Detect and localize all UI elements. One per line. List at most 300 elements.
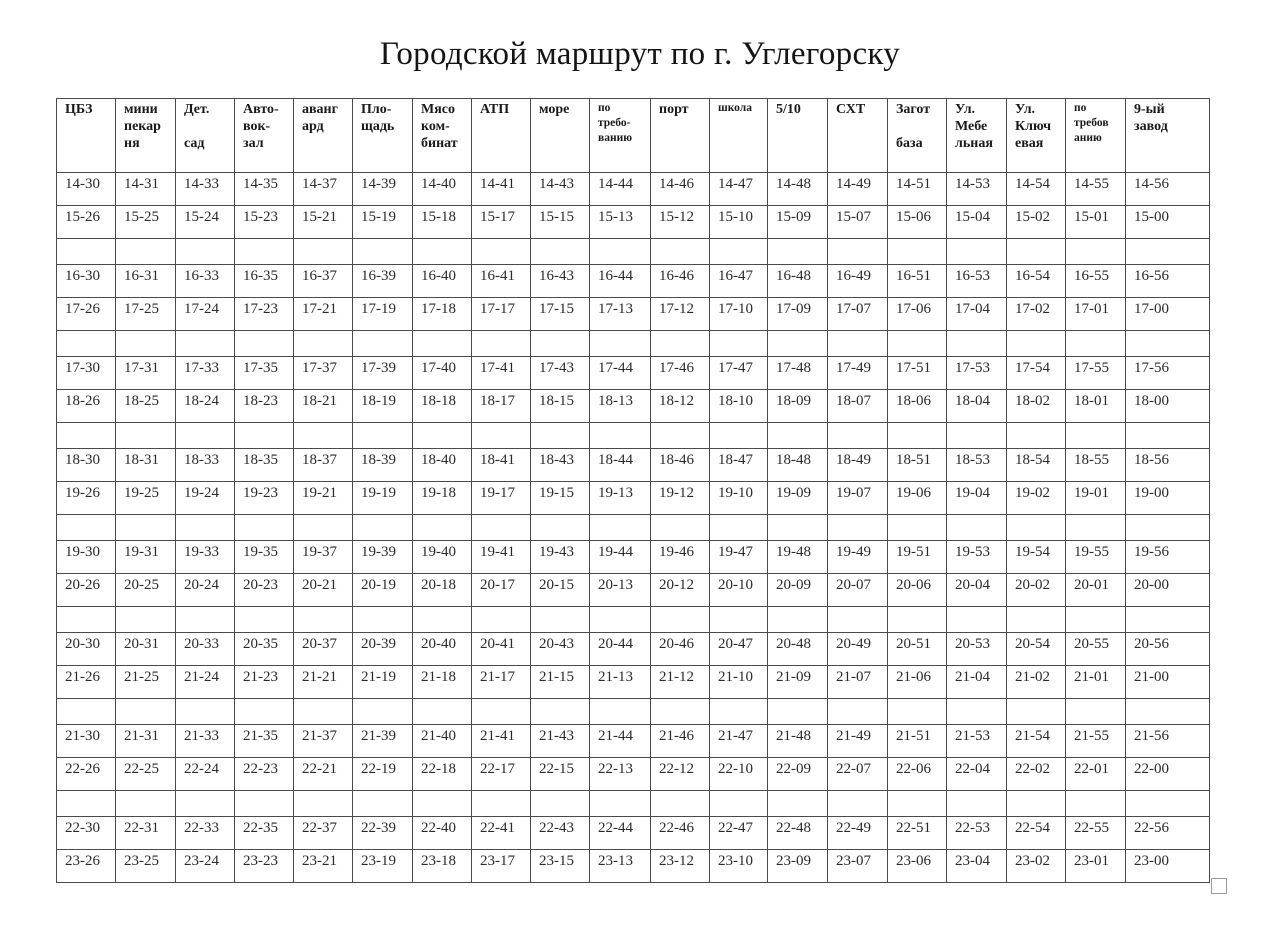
empty-cell xyxy=(947,239,1007,265)
column-header-label: Загот база xyxy=(896,102,931,151)
time-cell: 20-19 xyxy=(353,574,413,607)
empty-cell xyxy=(947,791,1007,817)
time-cell: 19-00 xyxy=(1126,482,1210,515)
time-cell: 17-39 xyxy=(353,357,413,390)
time-cell: 22-51 xyxy=(888,817,947,850)
time-cell: 19-37 xyxy=(294,541,353,574)
table-row xyxy=(57,666,1210,699)
empty-cell xyxy=(828,607,888,633)
time-cell: 22-44 xyxy=(590,817,651,850)
time-cell: 20-47 xyxy=(710,633,768,666)
time-cell: 16-54 xyxy=(1007,265,1066,298)
empty-cell xyxy=(57,331,116,357)
time-cell: 18-24 xyxy=(176,390,235,423)
time-cell: 16-35 xyxy=(235,265,294,298)
time-cell: 18-40 xyxy=(413,449,472,482)
time-cell: 18-26 xyxy=(57,390,116,423)
empty-cell xyxy=(413,239,472,265)
empty-cell xyxy=(294,699,353,725)
empty-cell xyxy=(1126,791,1210,817)
time-cell: 20-09 xyxy=(768,574,828,607)
empty-cell xyxy=(1126,607,1210,633)
empty-cell xyxy=(768,239,828,265)
time-cell: 18-07 xyxy=(828,390,888,423)
time-cell: 18-23 xyxy=(235,390,294,423)
timetable xyxy=(56,98,1210,883)
time-cell: 23-17 xyxy=(472,850,531,883)
time-cell: 22-39 xyxy=(353,817,413,850)
time-cell: 15-04 xyxy=(947,206,1007,239)
empty-cell xyxy=(235,791,294,817)
time-cell: 22-21 xyxy=(294,758,353,791)
column-header-label: СХТ xyxy=(836,102,866,117)
time-cell: 21-53 xyxy=(947,725,1007,758)
empty-cell xyxy=(590,331,651,357)
time-cell: 16-31 xyxy=(116,265,176,298)
column-header xyxy=(590,99,651,173)
time-cell: 19-31 xyxy=(116,541,176,574)
time-cell: 20-41 xyxy=(472,633,531,666)
time-cell: 17-07 xyxy=(828,298,888,331)
empty-cell xyxy=(472,791,531,817)
column-header xyxy=(947,99,1007,173)
time-cell: 22-41 xyxy=(472,817,531,850)
empty-cell xyxy=(947,423,1007,449)
time-cell: 20-15 xyxy=(531,574,590,607)
empty-cell xyxy=(651,423,710,449)
empty-cell xyxy=(294,331,353,357)
empty-cell xyxy=(651,331,710,357)
time-cell: 23-19 xyxy=(353,850,413,883)
time-cell: 21-18 xyxy=(413,666,472,699)
time-cell: 21-19 xyxy=(353,666,413,699)
column-header-label: 9-ый завод xyxy=(1134,102,1168,134)
empty-cell xyxy=(710,515,768,541)
time-cell: 17-51 xyxy=(888,357,947,390)
time-cell: 18-25 xyxy=(116,390,176,423)
column-header xyxy=(235,99,294,173)
time-cell: 17-18 xyxy=(413,298,472,331)
time-cell: 20-49 xyxy=(828,633,888,666)
time-cell: 19-04 xyxy=(947,482,1007,515)
time-cell: 23-15 xyxy=(531,850,590,883)
time-cell: 20-44 xyxy=(590,633,651,666)
empty-cell xyxy=(828,515,888,541)
time-cell: 23-02 xyxy=(1007,850,1066,883)
time-cell: 19-21 xyxy=(294,482,353,515)
time-cell: 20-23 xyxy=(235,574,294,607)
empty-cell xyxy=(651,699,710,725)
empty-cell xyxy=(590,515,651,541)
time-cell: 14-56 xyxy=(1126,173,1210,206)
empty-cell xyxy=(768,791,828,817)
time-cell: 17-53 xyxy=(947,357,1007,390)
empty-cell xyxy=(1126,699,1210,725)
time-cell: 19-09 xyxy=(768,482,828,515)
spacer-row xyxy=(57,699,1210,725)
column-header xyxy=(828,99,888,173)
column-header-label: Авто- вок- зал xyxy=(243,102,279,151)
time-cell: 22-49 xyxy=(828,817,888,850)
time-cell: 22-07 xyxy=(828,758,888,791)
time-cell: 20-18 xyxy=(413,574,472,607)
time-cell: 18-44 xyxy=(590,449,651,482)
time-cell: 18-56 xyxy=(1126,449,1210,482)
time-cell: 15-17 xyxy=(472,206,531,239)
time-cell: 14-49 xyxy=(828,173,888,206)
time-cell: 14-37 xyxy=(294,173,353,206)
time-cell: 23-04 xyxy=(947,850,1007,883)
time-cell: 19-19 xyxy=(353,482,413,515)
empty-cell xyxy=(947,331,1007,357)
time-cell: 22-18 xyxy=(413,758,472,791)
column-header xyxy=(651,99,710,173)
time-cell: 22-31 xyxy=(116,817,176,850)
empty-cell xyxy=(176,515,235,541)
time-cell: 18-17 xyxy=(472,390,531,423)
time-cell: 19-13 xyxy=(590,482,651,515)
empty-cell xyxy=(353,239,413,265)
time-cell: 15-09 xyxy=(768,206,828,239)
time-cell: 21-02 xyxy=(1007,666,1066,699)
time-cell: 19-30 xyxy=(57,541,116,574)
empty-cell xyxy=(472,331,531,357)
empty-cell xyxy=(235,331,294,357)
empty-cell xyxy=(1007,423,1066,449)
time-cell: 22-10 xyxy=(710,758,768,791)
empty-cell xyxy=(828,331,888,357)
time-cell: 19-35 xyxy=(235,541,294,574)
empty-cell xyxy=(531,699,590,725)
empty-cell xyxy=(413,607,472,633)
time-cell: 20-54 xyxy=(1007,633,1066,666)
time-cell: 23-13 xyxy=(590,850,651,883)
time-cell: 18-04 xyxy=(947,390,1007,423)
time-cell: 21-35 xyxy=(235,725,294,758)
column-header xyxy=(1007,99,1066,173)
time-cell: 20-00 xyxy=(1126,574,1210,607)
time-cell: 15-01 xyxy=(1066,206,1126,239)
empty-cell xyxy=(176,331,235,357)
empty-cell xyxy=(947,699,1007,725)
time-cell: 20-40 xyxy=(413,633,472,666)
time-cell: 22-48 xyxy=(768,817,828,850)
empty-cell xyxy=(1066,699,1126,725)
time-cell: 23-24 xyxy=(176,850,235,883)
empty-cell xyxy=(57,699,116,725)
time-cell: 22-30 xyxy=(57,817,116,850)
time-cell: 20-24 xyxy=(176,574,235,607)
time-cell: 21-51 xyxy=(888,725,947,758)
time-cell: 20-33 xyxy=(176,633,235,666)
time-cell: 20-37 xyxy=(294,633,353,666)
time-cell: 14-53 xyxy=(947,173,1007,206)
table-row xyxy=(57,633,1210,666)
time-cell: 22-33 xyxy=(176,817,235,850)
time-cell: 23-21 xyxy=(294,850,353,883)
time-cell: 21-54 xyxy=(1007,725,1066,758)
time-cell: 21-37 xyxy=(294,725,353,758)
column-header-label: школа xyxy=(718,102,752,114)
time-cell: 20-26 xyxy=(57,574,116,607)
time-cell: 14-30 xyxy=(57,173,116,206)
time-cell: 15-24 xyxy=(176,206,235,239)
time-cell: 20-01 xyxy=(1066,574,1126,607)
time-cell: 18-31 xyxy=(116,449,176,482)
empty-cell xyxy=(828,699,888,725)
time-cell: 19-02 xyxy=(1007,482,1066,515)
empty-cell xyxy=(176,423,235,449)
time-cell: 22-56 xyxy=(1126,817,1210,850)
time-cell: 17-09 xyxy=(768,298,828,331)
time-cell: 21-49 xyxy=(828,725,888,758)
empty-cell xyxy=(947,607,1007,633)
time-cell: 20-35 xyxy=(235,633,294,666)
empty-cell xyxy=(1126,331,1210,357)
time-cell: 20-43 xyxy=(531,633,590,666)
time-cell: 17-04 xyxy=(947,298,1007,331)
time-cell: 19-46 xyxy=(651,541,710,574)
time-cell: 15-10 xyxy=(710,206,768,239)
time-cell: 17-06 xyxy=(888,298,947,331)
empty-cell xyxy=(531,607,590,633)
time-cell: 18-49 xyxy=(828,449,888,482)
empty-cell xyxy=(1007,607,1066,633)
time-cell: 17-17 xyxy=(472,298,531,331)
empty-cell xyxy=(1007,515,1066,541)
time-cell: 20-06 xyxy=(888,574,947,607)
time-cell: 19-10 xyxy=(710,482,768,515)
spacer-row xyxy=(57,331,1210,357)
time-cell: 15-13 xyxy=(590,206,651,239)
empty-cell xyxy=(353,607,413,633)
column-header xyxy=(472,99,531,173)
empty-cell xyxy=(1066,423,1126,449)
column-header xyxy=(888,99,947,173)
time-cell: 17-26 xyxy=(57,298,116,331)
empty-cell xyxy=(1126,423,1210,449)
table-row xyxy=(57,725,1210,758)
time-cell: 19-07 xyxy=(828,482,888,515)
time-cell: 22-19 xyxy=(353,758,413,791)
time-cell: 23-18 xyxy=(413,850,472,883)
time-cell: 18-48 xyxy=(768,449,828,482)
empty-cell xyxy=(531,239,590,265)
empty-cell xyxy=(1007,331,1066,357)
empty-cell xyxy=(116,239,176,265)
time-cell: 21-33 xyxy=(176,725,235,758)
time-cell: 15-19 xyxy=(353,206,413,239)
time-cell: 22-54 xyxy=(1007,817,1066,850)
time-cell: 23-10 xyxy=(710,850,768,883)
time-cell: 17-31 xyxy=(116,357,176,390)
empty-cell xyxy=(768,515,828,541)
time-cell: 21-10 xyxy=(710,666,768,699)
empty-cell xyxy=(1066,239,1126,265)
empty-cell xyxy=(235,607,294,633)
time-cell: 20-31 xyxy=(116,633,176,666)
time-cell: 21-23 xyxy=(235,666,294,699)
empty-cell xyxy=(1066,791,1126,817)
time-cell: 21-09 xyxy=(768,666,828,699)
empty-cell xyxy=(472,239,531,265)
empty-cell xyxy=(294,515,353,541)
time-cell: 18-21 xyxy=(294,390,353,423)
time-cell: 22-40 xyxy=(413,817,472,850)
time-cell: 17-37 xyxy=(294,357,353,390)
time-cell: 14-54 xyxy=(1007,173,1066,206)
time-cell: 17-19 xyxy=(353,298,413,331)
time-cell: 19-33 xyxy=(176,541,235,574)
time-cell: 20-25 xyxy=(116,574,176,607)
time-cell: 21-07 xyxy=(828,666,888,699)
empty-cell xyxy=(413,515,472,541)
spacer-row xyxy=(57,423,1210,449)
empty-cell xyxy=(888,607,947,633)
empty-cell xyxy=(472,515,531,541)
time-cell: 17-01 xyxy=(1066,298,1126,331)
time-cell: 14-48 xyxy=(768,173,828,206)
time-cell: 22-04 xyxy=(947,758,1007,791)
empty-cell xyxy=(235,699,294,725)
empty-cell xyxy=(116,423,176,449)
column-header xyxy=(57,99,116,173)
time-cell: 17-23 xyxy=(235,298,294,331)
time-cell: 20-04 xyxy=(947,574,1007,607)
time-cell: 15-06 xyxy=(888,206,947,239)
spacer-row xyxy=(57,607,1210,633)
time-cell: 18-09 xyxy=(768,390,828,423)
time-cell: 17-43 xyxy=(531,357,590,390)
time-cell: 18-15 xyxy=(531,390,590,423)
empty-cell xyxy=(828,423,888,449)
time-cell: 20-56 xyxy=(1126,633,1210,666)
time-cell: 18-13 xyxy=(590,390,651,423)
column-header-label: по требо- ванию xyxy=(598,102,633,144)
empty-cell xyxy=(294,791,353,817)
empty-cell xyxy=(353,423,413,449)
time-cell: 15-02 xyxy=(1007,206,1066,239)
timetable-header xyxy=(57,99,1210,173)
time-cell: 17-30 xyxy=(57,357,116,390)
time-cell: 21-15 xyxy=(531,666,590,699)
empty-cell xyxy=(176,699,235,725)
time-cell: 19-47 xyxy=(710,541,768,574)
column-header xyxy=(116,99,176,173)
table-row xyxy=(57,357,1210,390)
time-cell: 14-39 xyxy=(353,173,413,206)
time-cell: 16-53 xyxy=(947,265,1007,298)
time-cell: 18-18 xyxy=(413,390,472,423)
time-cell: 18-35 xyxy=(235,449,294,482)
column-header-label: море xyxy=(539,102,570,117)
time-cell: 18-47 xyxy=(710,449,768,482)
empty-cell xyxy=(353,331,413,357)
time-cell: 21-04 xyxy=(947,666,1007,699)
empty-cell xyxy=(710,607,768,633)
time-cell: 18-06 xyxy=(888,390,947,423)
time-cell: 21-48 xyxy=(768,725,828,758)
column-header xyxy=(413,99,472,173)
time-cell: 22-23 xyxy=(235,758,294,791)
time-cell: 20-53 xyxy=(947,633,1007,666)
time-cell: 14-40 xyxy=(413,173,472,206)
time-cell: 16-51 xyxy=(888,265,947,298)
time-cell: 21-21 xyxy=(294,666,353,699)
empty-cell xyxy=(531,423,590,449)
time-cell: 19-49 xyxy=(828,541,888,574)
spacer-row xyxy=(57,239,1210,265)
time-cell: 17-10 xyxy=(710,298,768,331)
column-header xyxy=(176,99,235,173)
empty-cell xyxy=(116,331,176,357)
time-cell: 17-12 xyxy=(651,298,710,331)
time-cell: 18-10 xyxy=(710,390,768,423)
empty-cell xyxy=(888,423,947,449)
time-cell: 17-56 xyxy=(1126,357,1210,390)
time-cell: 14-44 xyxy=(590,173,651,206)
time-cell: 17-24 xyxy=(176,298,235,331)
time-cell: 16-49 xyxy=(828,265,888,298)
time-cell: 19-17 xyxy=(472,482,531,515)
column-header-label: порт xyxy=(659,102,689,117)
empty-cell xyxy=(57,423,116,449)
empty-cell xyxy=(1007,239,1066,265)
time-cell: 19-39 xyxy=(353,541,413,574)
column-header-label: мини пекар ня xyxy=(124,102,161,151)
time-cell: 22-25 xyxy=(116,758,176,791)
empty-cell xyxy=(531,791,590,817)
spacer-row xyxy=(57,791,1210,817)
time-cell: 21-55 xyxy=(1066,725,1126,758)
time-cell: 22-53 xyxy=(947,817,1007,850)
time-cell: 18-37 xyxy=(294,449,353,482)
time-cell: 21-01 xyxy=(1066,666,1126,699)
time-cell: 15-12 xyxy=(651,206,710,239)
empty-cell xyxy=(1126,515,1210,541)
column-header xyxy=(353,99,413,173)
time-cell: 20-12 xyxy=(651,574,710,607)
empty-cell xyxy=(413,331,472,357)
empty-cell xyxy=(1066,331,1126,357)
time-cell: 21-17 xyxy=(472,666,531,699)
empty-cell xyxy=(1126,239,1210,265)
table-row xyxy=(57,265,1210,298)
time-cell: 21-39 xyxy=(353,725,413,758)
time-cell: 19-55 xyxy=(1066,541,1126,574)
time-cell: 20-39 xyxy=(353,633,413,666)
time-cell: 20-51 xyxy=(888,633,947,666)
time-cell: 16-47 xyxy=(710,265,768,298)
time-cell: 15-26 xyxy=(57,206,116,239)
time-cell: 19-48 xyxy=(768,541,828,574)
time-cell: 15-21 xyxy=(294,206,353,239)
empty-cell xyxy=(472,607,531,633)
time-cell: 23-25 xyxy=(116,850,176,883)
column-header-label: 5/10 xyxy=(776,102,801,117)
column-header-label: по требов анию xyxy=(1074,102,1109,144)
empty-cell xyxy=(531,515,590,541)
time-cell: 20-46 xyxy=(651,633,710,666)
time-cell: 21-41 xyxy=(472,725,531,758)
time-cell: 16-30 xyxy=(57,265,116,298)
time-cell: 16-37 xyxy=(294,265,353,298)
table-row xyxy=(57,449,1210,482)
column-header-label: аванг ард xyxy=(302,102,338,134)
table-row xyxy=(57,574,1210,607)
time-cell: 18-01 xyxy=(1066,390,1126,423)
table-row xyxy=(57,173,1210,206)
